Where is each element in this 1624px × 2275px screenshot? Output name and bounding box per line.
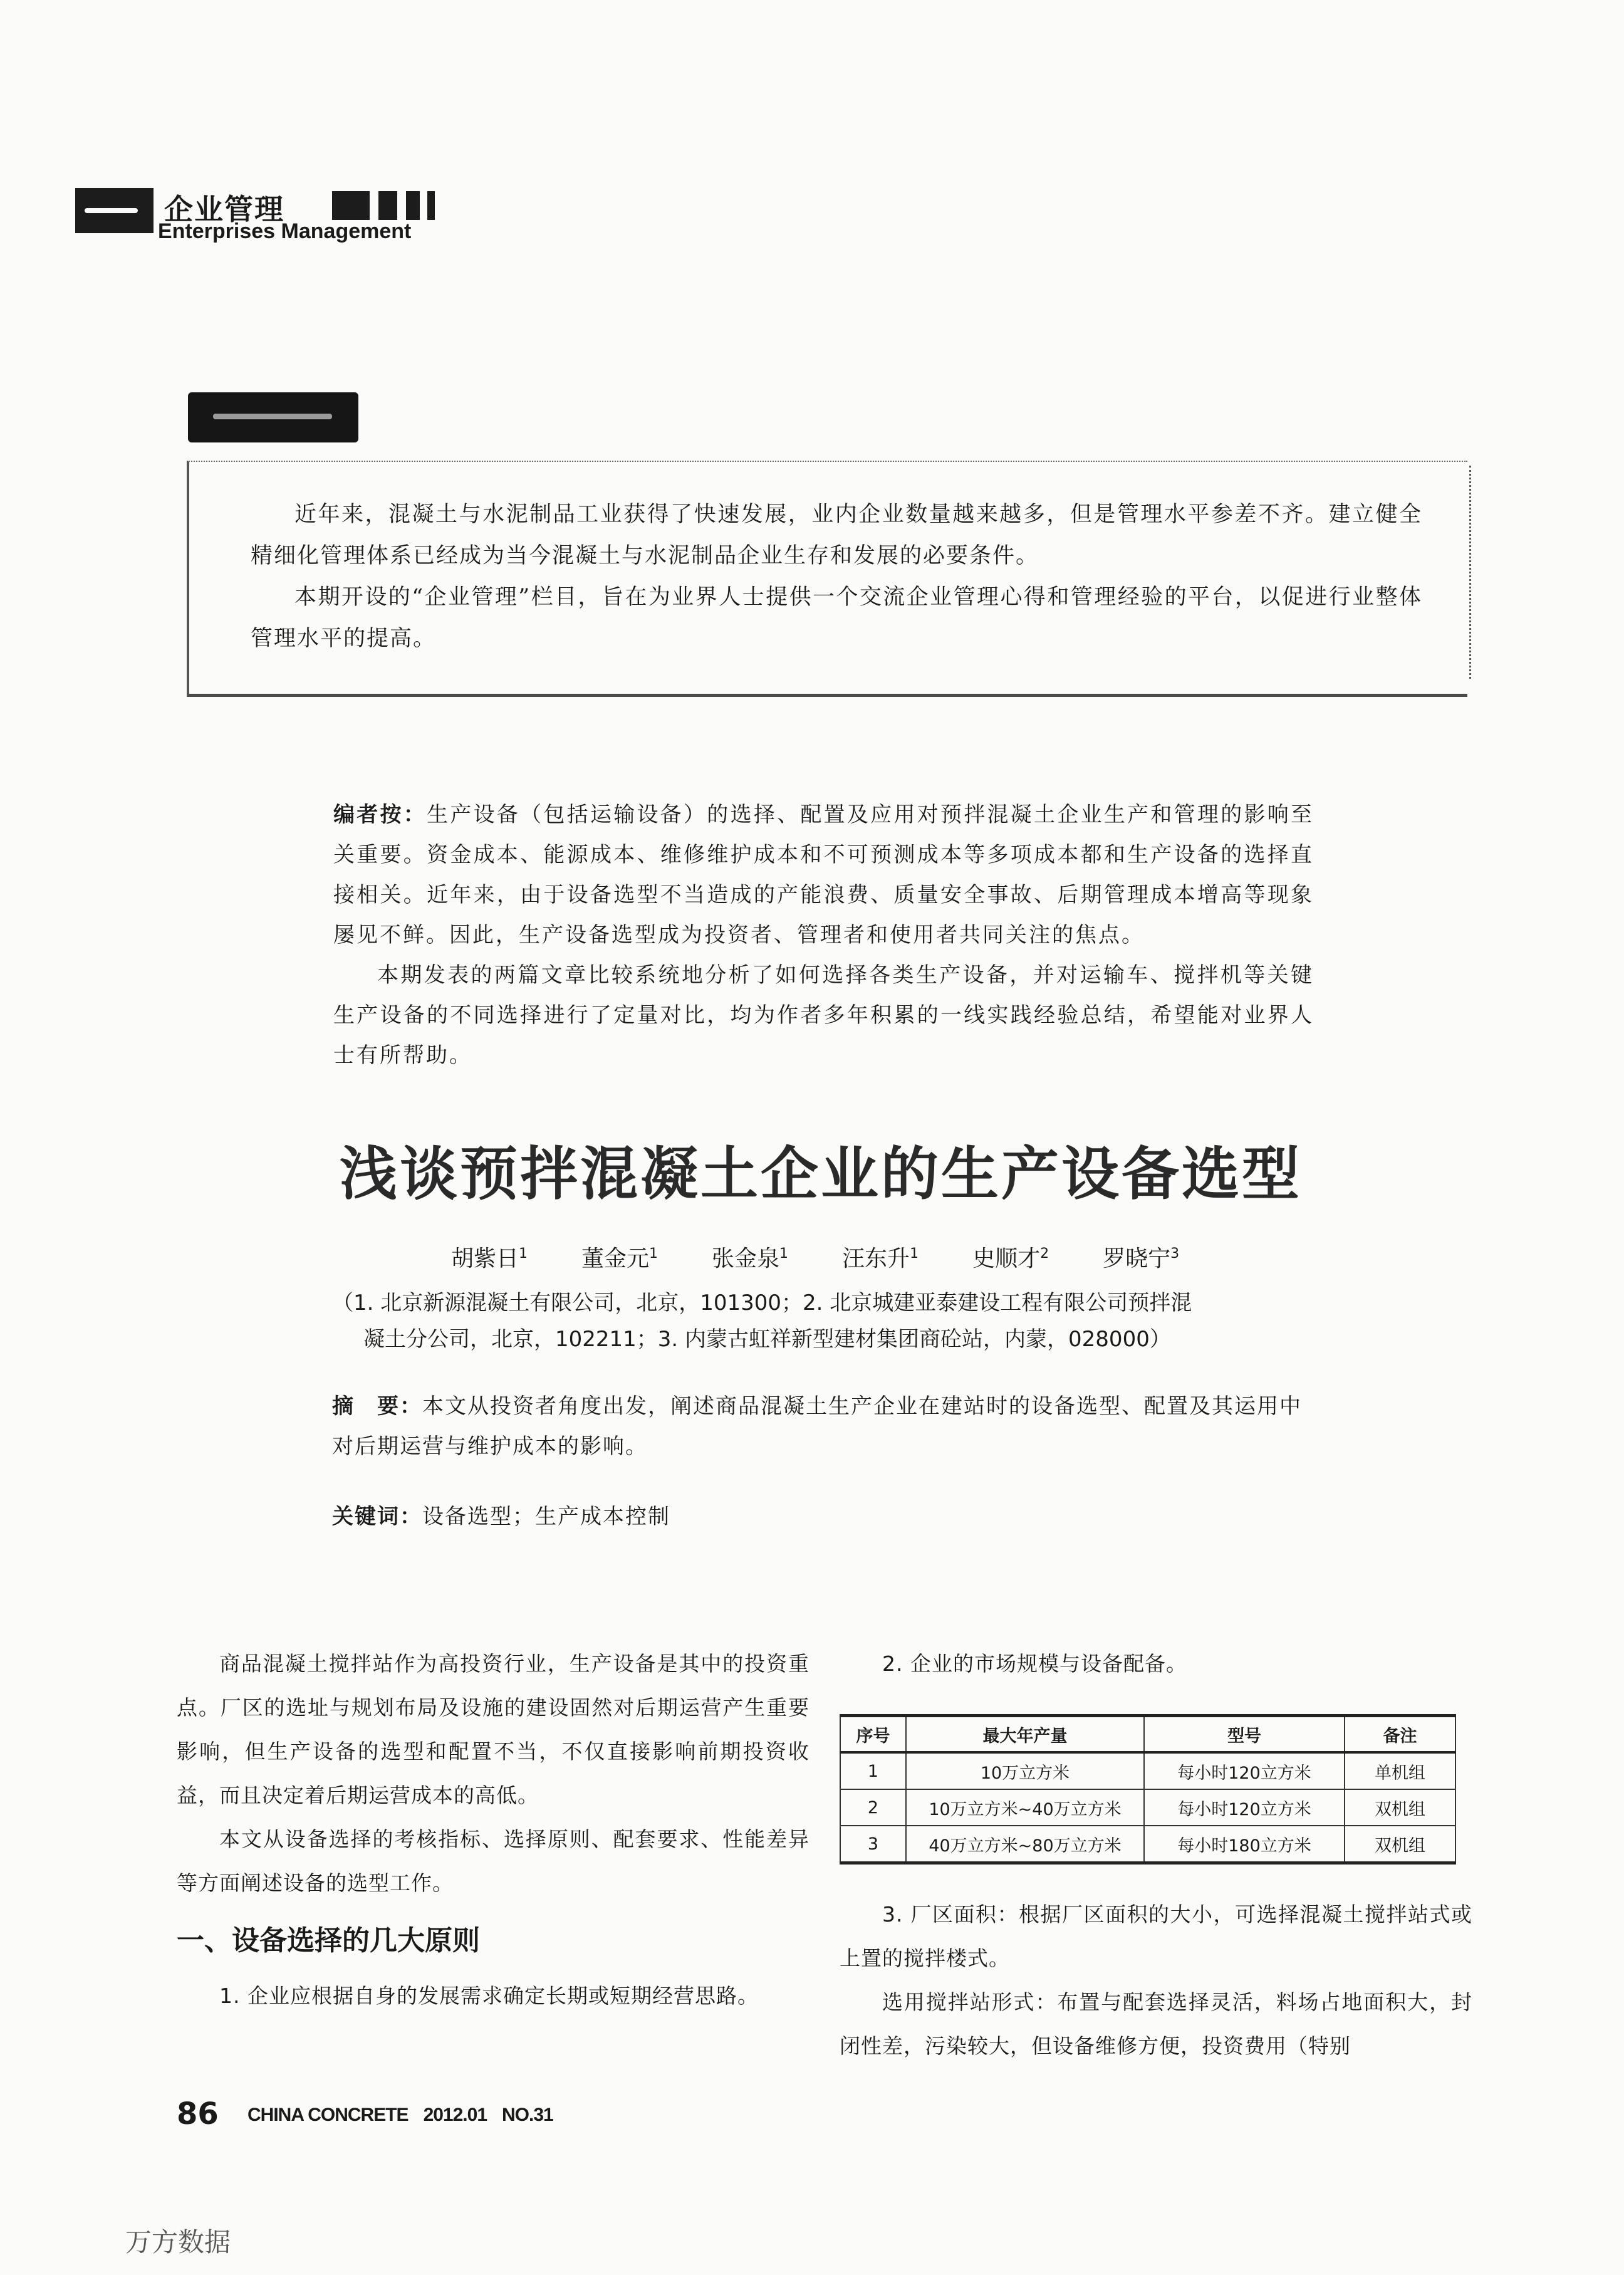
author-list — [451, 1241, 1233, 1273]
abstract-text: 本文从投资者角度出发，阐述商品混凝土生产企业在建站时的设备选型、配置及其运用中对后期运营与维护成本的影响。 — [332, 1394, 1302, 1459]
affiliation-line-2: 凝土分公司，北京，102211；3. 内蒙古虹祥新型建材集团商砼站，内蒙，028000） — [363, 1327, 1171, 1352]
table-row — [840, 1789, 1455, 1826]
table-cell: 每小时180立方米 — [1144, 1826, 1345, 1863]
table-row — [840, 1826, 1455, 1863]
table-cell: 每小时120立方米 — [1144, 1752, 1345, 1789]
section-subtitle: Enterprises Management — [158, 219, 412, 243]
table-header-cell: 序号 — [840, 1716, 906, 1753]
editor-note-paragraph-1 — [333, 795, 1314, 955]
intro-paragraph-1: 近年来，混凝土与水泥制品工业获得了快速发展，业内企业数量越来越多，但是管理水平参差不齐。建立健全精细化管理体系已经成为当今混凝土与水泥制品企业生存和发展的必要条件。 — [251, 502, 1422, 568]
table-cell: 双机组 — [1345, 1826, 1455, 1863]
keywords — [332, 1497, 1316, 1537]
author: 罗晓宁$^3$ — [1103, 1246, 1180, 1272]
table-cell: 单机组 — [1345, 1752, 1455, 1789]
author: 胡紫日$^1$ — [451, 1246, 528, 1272]
magazine-footer — [247, 2105, 568, 2126]
issue-number: NO.31 — [502, 2105, 553, 2125]
intro-paragraph-2: 本期开设的“企业管理”栏目，旨在为业界人士提供一个交流企业管理心得和管理经验的平台，以促进行业整体管理水平的提高。 — [251, 585, 1422, 651]
affiliation-line-1: （1. 北京新源混凝土有限公司，北京，101300；2. 北京城建亚泰建设工程有限公司预拌混 — [332, 1290, 1192, 1315]
editor-note-text-1: 生产设备（包括运输设备）的选择、配置及应用对预拌混凝土企业生产和管理的影响至关重要。资金成本、能源成本、维修维护成本和不可预测成本等多项成本都和生产设备的选择直接相关。近年来，由于设备选型不当造成的产能浪费、质量安全事故、后期管理成本增高等现象屡见不鲜。因此，生产设备选型成为投资者、管理者和使用者共同关注的焦点。 — [333, 802, 1314, 948]
table-cell: 10万立方米 — [906, 1752, 1144, 1789]
table-header-cell: 型号 — [1144, 1716, 1345, 1753]
magazine-name: CHINA CONCRETE — [247, 2105, 409, 2125]
right-paragraph-2: 3. 厂区面积：根据厂区面积的大小，可选择混凝土搅拌站式或上置的搅拌楼式。 — [840, 1902, 1472, 1970]
section-title: 企业管理 — [164, 192, 284, 226]
section-header-bar — [75, 188, 154, 233]
table-header-row — [840, 1716, 1455, 1753]
table-cell: 1 — [840, 1752, 906, 1789]
editor-note-paragraph-2: 本期发表的两篇文章比较系统地分析了如何选择各类生产设备，并对运输车、搅拌机等关键生产设备的不同选择进行了定量对比，均为作者多年积累的一线实践经验总结，希望能对业界人士有所帮助。 — [333, 963, 1314, 1068]
table-row — [840, 1752, 1455, 1789]
issue-date: 2012.01 — [423, 2105, 487, 2125]
table-header-cell: 备注 — [1345, 1716, 1455, 1753]
table-cell: 3 — [840, 1826, 906, 1863]
equipment-table — [840, 1714, 1456, 1864]
left-paragraph-1: 商品混凝土搅拌站作为高投资行业，生产设备是其中的投资重点。厂区的选址与规划布局及设施的建设固然对后期运营产生重要影响，但生产设备的选型和配置不当，不仅直接影响前期投资收益，而且决定着后期运营成本的高低。 — [177, 1651, 809, 1807]
abstract — [332, 1386, 1316, 1467]
author: 史顺才$^2$ — [972, 1246, 1049, 1272]
author: 张金泉$^1$ — [712, 1246, 789, 1272]
author: 汪东升$^1$ — [842, 1246, 919, 1272]
table-cell: 40万立方米~80万立方米 — [906, 1826, 1144, 1863]
watermark: 万方数据 — [125, 2227, 231, 2257]
left-paragraph-2: 本文从设备选择的考核指标、选择原则、配套要求、性能差异等方面阐述设备的选型工作。 — [177, 1827, 809, 1895]
keywords-label: 关键词： — [332, 1504, 422, 1529]
abstract-label: 摘 要： — [332, 1394, 422, 1419]
intro-tab-decoration — [188, 392, 358, 442]
section-heading-1: 一、设备选择的几大原则 — [177, 1925, 480, 1957]
table-cell: 双机组 — [1345, 1789, 1455, 1826]
editor-note-label: 编者按： — [333, 802, 427, 827]
keywords-text: 设备选型；生产成本控制 — [422, 1504, 670, 1529]
page-number: 86 — [177, 2096, 219, 2131]
author: 董金元$^1$ — [581, 1246, 658, 1272]
left-paragraph-3: 1. 企业应根据自身的发展需求确定长期或短期经营思路。 — [219, 1984, 759, 2008]
table-cell: 10万立方米~40万立方米 — [906, 1789, 1144, 1826]
right-paragraph-3: 选用搅拌站形式：布置与配套选择灵活，料场占地面积大，封闭性差，污染较大，但设备维修方便，投资费用（特别 — [840, 1990, 1472, 2058]
right-paragraph-1: 2. 企业的市场规模与设备配备。 — [882, 1651, 1187, 1676]
table-header-cell: 最大年产量 — [906, 1716, 1144, 1753]
article-title: 浅谈预拌混凝土企业的生产设备选型 — [339, 1141, 1302, 1208]
table-cell: 每小时120立方米 — [1144, 1789, 1345, 1826]
table-cell: 2 — [840, 1789, 906, 1826]
